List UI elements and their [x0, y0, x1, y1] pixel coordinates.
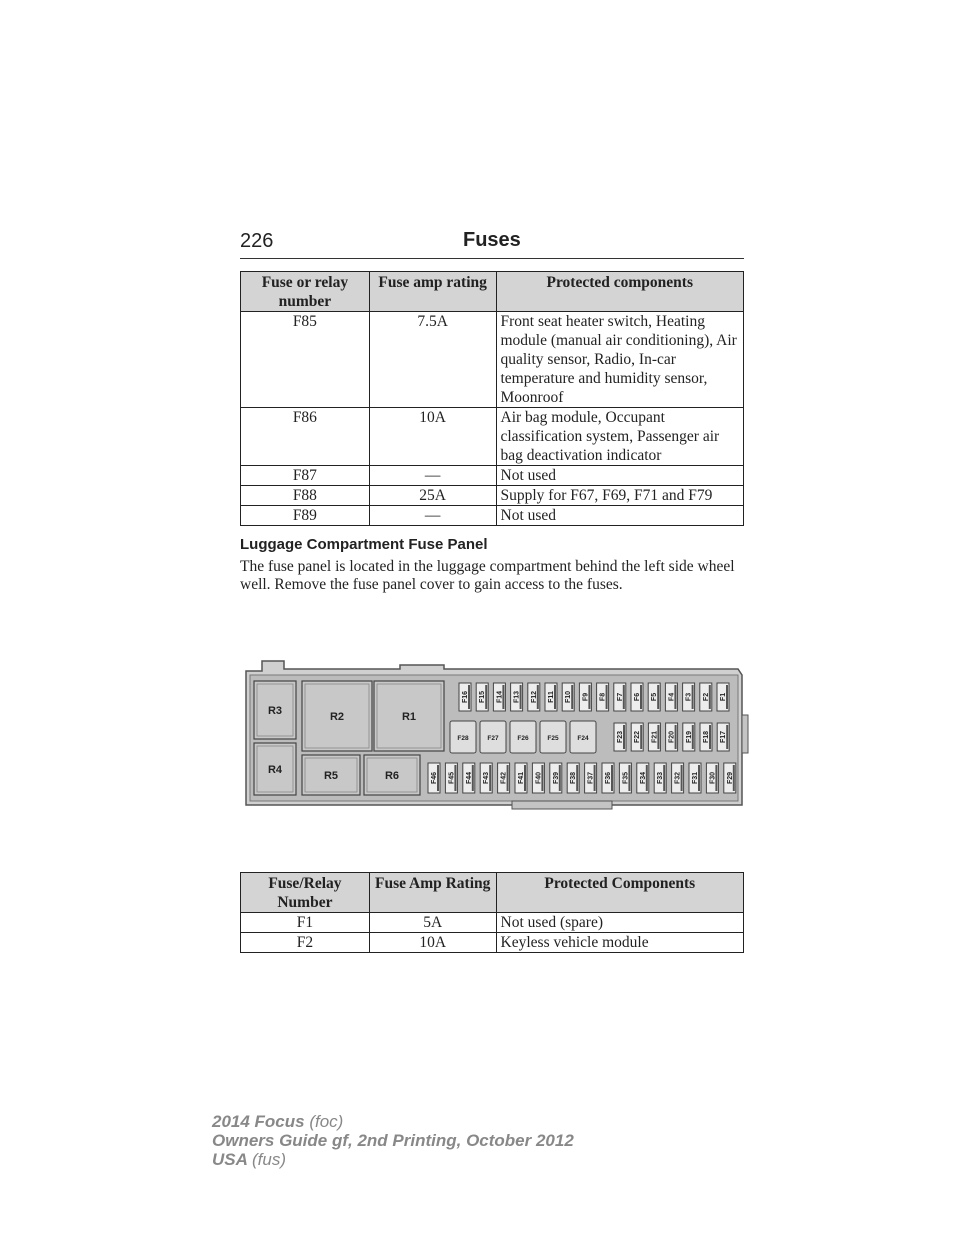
fuse-f28	[450, 721, 476, 753]
page-number: 226	[240, 230, 274, 252]
fuse-rating: 5A	[369, 913, 496, 933]
relay-group	[254, 681, 444, 795]
fuse-f5	[648, 683, 660, 711]
header-cell: Fuse or relay number	[241, 272, 370, 312]
fuse-label: F43	[483, 771, 491, 785]
fuse-f7	[614, 683, 626, 711]
fuse-f43	[480, 763, 492, 793]
fuse-label: F38	[570, 771, 578, 785]
fuse-label: F32	[674, 771, 682, 785]
fuse-label: F31	[692, 771, 699, 785]
fuse-label: F9	[582, 692, 590, 702]
fuse-f37	[585, 763, 597, 793]
relay-r4	[254, 743, 296, 795]
fuse-f42	[498, 763, 510, 793]
table-row	[241, 933, 744, 953]
footer-market: USA	[212, 1150, 248, 1169]
fuse-f38	[567, 763, 579, 793]
relay-label: R5	[323, 770, 339, 782]
fuse-f27	[480, 721, 506, 753]
fuse-label: F7	[616, 692, 624, 702]
fuse-number: F2	[241, 933, 370, 953]
fuse-components: Air bag module, Occupant classification system, Passenger air bag deactivation indicator	[496, 408, 744, 466]
fuse-label: F17	[720, 730, 728, 744]
fuse-f45	[445, 763, 457, 793]
table-row	[241, 913, 744, 933]
fuse-rating: —	[369, 466, 496, 486]
fuse-f26	[510, 721, 536, 753]
fuse-f36	[602, 763, 614, 793]
fuse-f40	[532, 763, 544, 793]
fuse-label: F11	[548, 691, 555, 703]
fuse-label: F5	[651, 692, 659, 702]
fuse-panel-diagram	[240, 655, 750, 820]
fuse-rating: 10A	[369, 408, 496, 466]
fuse-label: F12	[530, 690, 538, 704]
relay-label: R6	[384, 770, 400, 782]
fuse-label: F27	[487, 735, 499, 742]
fuse-f3	[683, 683, 695, 711]
fuse-rating: 25A	[369, 486, 496, 506]
panel-bottom-tab	[512, 801, 612, 809]
fuse-f24	[570, 721, 596, 753]
fuse-f13	[511, 683, 523, 711]
fuse-f8	[597, 683, 609, 711]
table-row	[241, 408, 744, 466]
fuse-label: F26	[517, 735, 529, 742]
fuse-panel-svg	[240, 655, 750, 815]
fuse-components: Front seat heater switch, Heating module (manual air conditioning), Air quality sensor, Radio, In-car temperature and humidity sensor, Moonroof	[496, 312, 744, 408]
fuse-f14	[493, 683, 505, 711]
fuse-rating: 10A	[369, 933, 496, 953]
table-row	[241, 466, 744, 486]
fuse-number: F1	[241, 913, 370, 933]
fuse-label: F6	[634, 692, 641, 702]
fuse-f19	[683, 723, 695, 751]
fuse-label: F30	[709, 771, 717, 785]
fuse-label: F29	[726, 771, 734, 785]
fuse-f31	[689, 763, 701, 793]
fuse-f18	[700, 723, 712, 751]
section-title: Fuses	[463, 229, 521, 251]
relay-label: R1	[401, 711, 417, 723]
header-cell: Fuse amp rating	[369, 272, 496, 312]
fuse-f22	[631, 723, 643, 751]
fuse-label: F23	[617, 730, 624, 744]
fuse-f9	[579, 683, 591, 711]
footer-line-3	[212, 1150, 574, 1169]
table-row	[241, 506, 744, 526]
fuse-label: F39	[552, 771, 560, 785]
page-footer	[212, 1112, 574, 1169]
header-cell: Protected components	[496, 272, 744, 312]
fuse-table-passenger	[240, 271, 744, 526]
fuse-table-luggage	[240, 872, 744, 953]
fuse-f34	[637, 763, 649, 793]
relay-label: R3	[267, 705, 283, 717]
fuse-label: F25	[547, 735, 559, 742]
fuse-label: F16	[462, 690, 469, 704]
table-row	[241, 312, 744, 408]
header-cell: Fuse/Relay Number	[241, 873, 370, 913]
fuse-rating: —	[369, 506, 496, 526]
fuse-f11	[545, 683, 557, 711]
relay-label: R4	[267, 764, 283, 776]
fuse-f17	[717, 723, 729, 751]
fuse-f15	[476, 683, 488, 711]
footer-model: 2014 Focus	[212, 1112, 305, 1131]
fuse-label: F42	[500, 771, 508, 785]
fuse-label: F1	[720, 692, 727, 702]
table-row	[241, 486, 744, 506]
fuse-label: F24	[577, 735, 589, 742]
fuse-label: F33	[657, 771, 665, 785]
footer-model-code: (foc)	[309, 1112, 344, 1131]
fuse-f21	[648, 723, 660, 751]
fuse-label: F45	[448, 771, 456, 785]
fuse-components: Not used (spare)	[496, 913, 743, 933]
footer-market-code: (fus)	[252, 1150, 286, 1169]
footer-line-1	[212, 1112, 574, 1131]
fuse-f16	[459, 683, 471, 711]
fuse-label: F37	[587, 771, 595, 785]
fuse-label: F15	[479, 690, 487, 704]
fuse-label: F22	[634, 730, 642, 744]
fuse-label: F10	[565, 690, 573, 704]
fuse-f4	[665, 683, 677, 711]
fuse-components: Supply for F67, F69, F71 and F79	[496, 486, 744, 506]
luggage-panel-description: The fuse panel is located in the luggage compartment behind the left side wheel well. Remove the fuse panel cover to gain access to the fuses.	[240, 558, 735, 593]
fuse-f30	[706, 763, 718, 793]
fuse-label: F4	[668, 692, 676, 702]
fuse-label: F41	[518, 771, 525, 785]
fuse-f12	[528, 683, 540, 711]
fuse-f46	[428, 763, 440, 793]
fuse-f23	[614, 723, 626, 751]
fuse-f6	[631, 683, 643, 711]
fuse-number: F88	[241, 486, 370, 506]
fuse-f39	[550, 763, 562, 793]
luggage-panel-heading: Luggage Compartment Fuse Panel	[240, 536, 488, 553]
fuse-f33	[654, 763, 666, 793]
panel-side-tab	[742, 715, 748, 753]
fuse-label: F20	[668, 730, 676, 744]
fuse-f20	[666, 723, 678, 751]
fuse-label: F21	[651, 730, 659, 744]
fuse-f44	[463, 763, 475, 793]
fuse-label: F13	[513, 690, 521, 704]
fuse-label: F2	[702, 692, 710, 702]
fuse-f41	[515, 763, 527, 793]
fuse-label: F8	[599, 692, 607, 702]
table-header-row	[241, 873, 744, 913]
page-header	[240, 228, 744, 259]
fuse-number: F87	[241, 466, 370, 486]
header-cell: Protected Components	[496, 873, 743, 913]
fuse-label: F34	[639, 771, 647, 785]
fuse-label: F40	[535, 771, 543, 785]
relay-r1	[374, 681, 444, 751]
fuse-number: F86	[241, 408, 370, 466]
fuse-components: Not used	[496, 506, 744, 526]
fuse-components: Not used	[496, 466, 744, 486]
table-header-row	[241, 272, 744, 312]
fuse-rating: 7.5A	[369, 312, 496, 408]
fuse-label: F28	[457, 735, 469, 742]
relay-r6	[364, 755, 420, 795]
fuse-components: Keyless vehicle module	[496, 933, 743, 953]
fuse-label: F35	[622, 771, 630, 785]
fuse-f32	[672, 763, 684, 793]
fuse-f2	[700, 683, 712, 711]
relay-r5	[302, 755, 360, 795]
fuse-number: F89	[241, 506, 370, 526]
fuse-label: F14	[496, 690, 504, 704]
relay-label: R2	[329, 711, 345, 723]
fuse-number: F85	[241, 312, 370, 408]
fuse-label: F18	[703, 730, 710, 744]
relay-r2	[302, 681, 372, 751]
fuse-f25	[540, 721, 566, 753]
fuse-label: F36	[605, 771, 612, 785]
fuse-label: F44	[465, 771, 473, 785]
fuse-label: F19	[685, 730, 693, 744]
footer-line-2: Owners Guide gf, 2nd Printing, October 2012	[212, 1131, 574, 1150]
fuse-f10	[562, 683, 574, 711]
fuse-f1	[717, 683, 729, 711]
fuse-f29	[724, 763, 736, 793]
fuse-label: F46	[431, 771, 438, 785]
relay-r3	[254, 681, 296, 739]
header-cell: Fuse Amp Rating	[369, 873, 496, 913]
fuse-label: F3	[685, 692, 693, 702]
fuse-f35	[619, 763, 631, 793]
